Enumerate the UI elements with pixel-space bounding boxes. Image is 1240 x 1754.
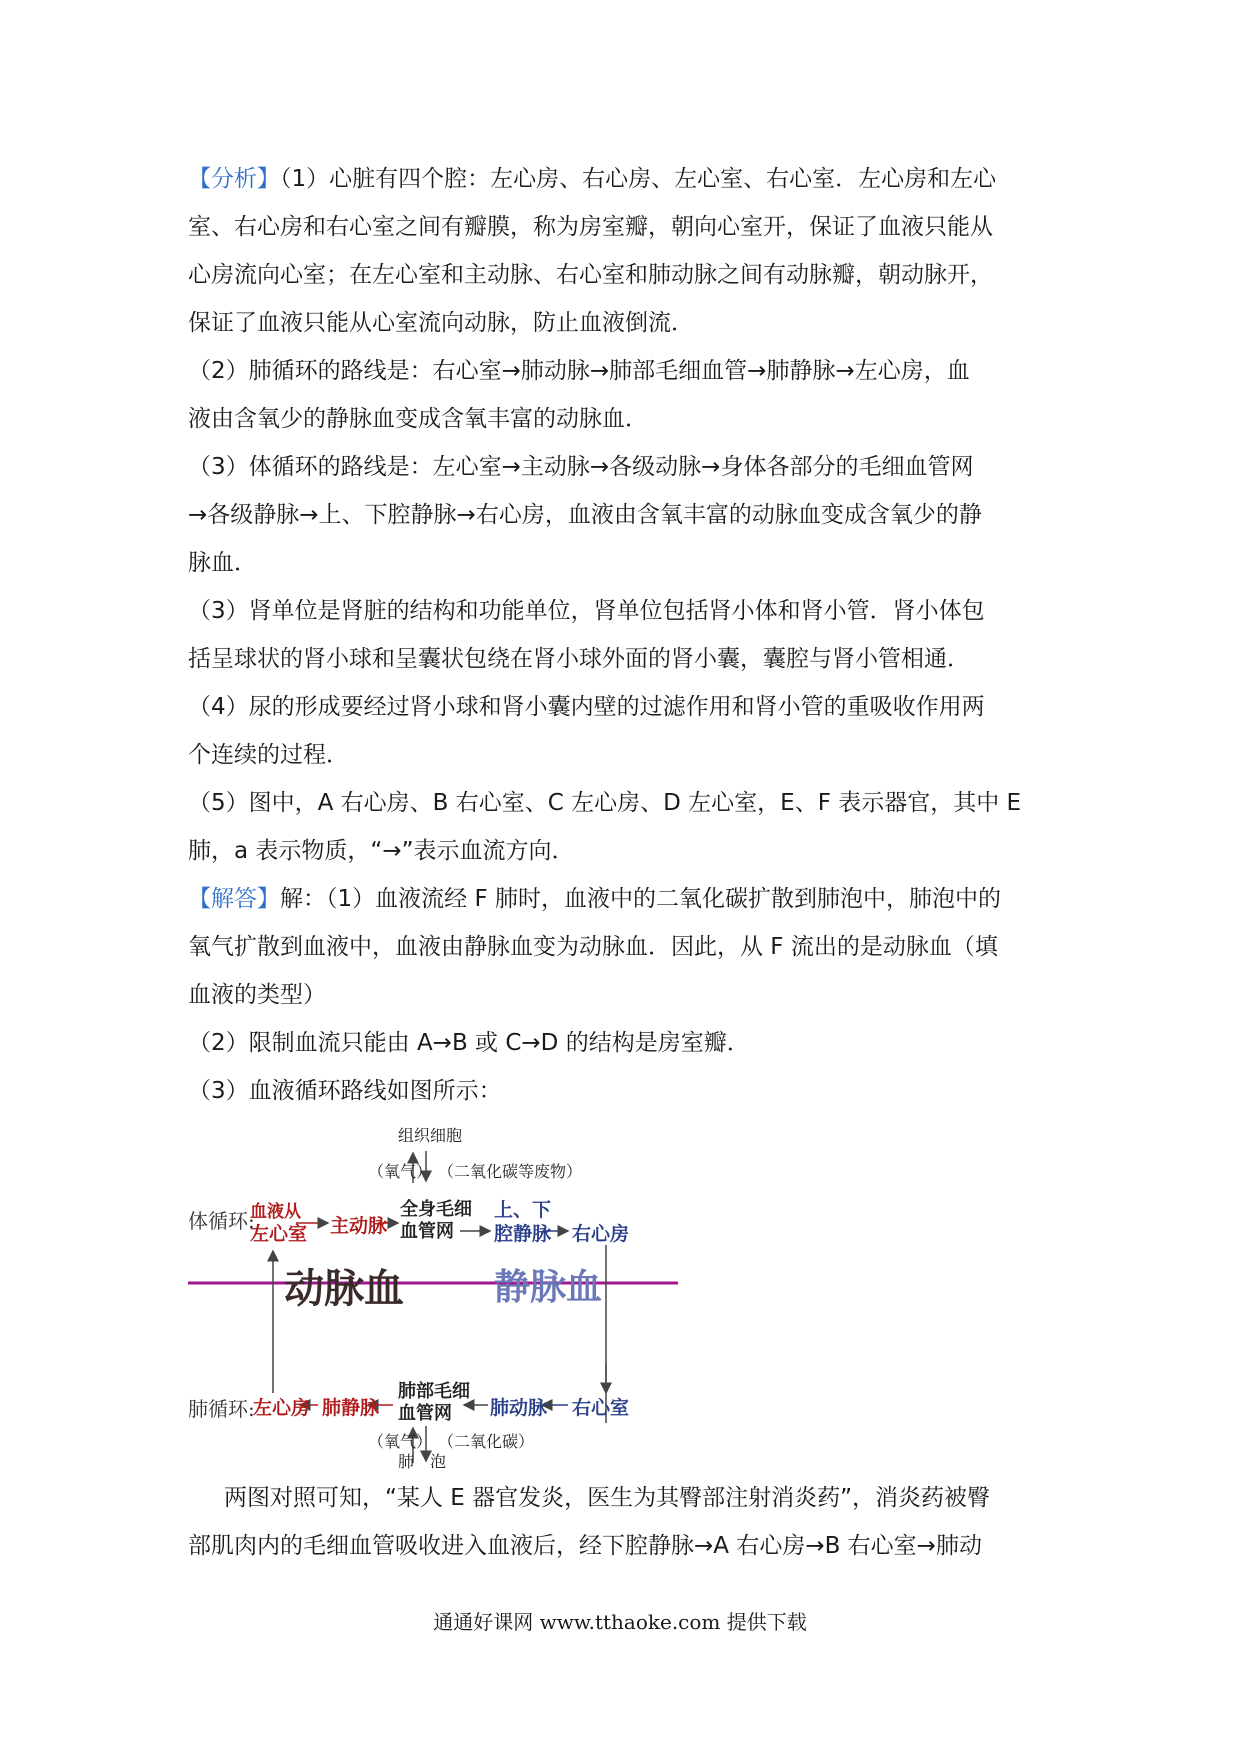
document-body <box>188 155 1058 1570</box>
text-line <box>188 443 1058 491</box>
line-text: （3）肾单位是肾脏的结构和功能单位，肾单位包括肾小体和肾小管．肾小体包 <box>188 598 985 624</box>
co2-bottom-label: （二氧化碳） <box>438 1432 535 1451</box>
line-text: 液由含氧少的静脉血变成含氧丰富的动脉血． <box>188 406 648 432</box>
circulation-diagram <box>188 1123 678 1471</box>
sys-left-ventricle-2: 左心室 <box>250 1223 308 1245</box>
pulmonary-label: 肺循环: <box>188 1397 255 1421</box>
line-text: 括呈球状的肾小球和呈囊状包绕在肾小球外面的肾小囊，囊腔与肾小管相通． <box>188 646 970 672</box>
pulmonary-artery-label: 肺动脉 <box>490 1397 548 1419</box>
line-text: （3）体循环的路线是：左心室→主动脉→各级动脉→身体各部分的毛细血管网 <box>188 454 974 480</box>
line-text: →各级静脉→上、下腔静脉→右心房，血液由含氧丰富的动脉血变成含氧少的静 <box>188 502 982 528</box>
text-line <box>188 779 1058 827</box>
systemic-label: 体循环: <box>188 1209 255 1233</box>
text-line <box>188 1522 1058 1570</box>
text-line <box>188 1019 1058 1067</box>
text-line <box>188 1067 1058 1115</box>
text-line <box>188 299 1058 347</box>
aorta-label: 主动脉 <box>330 1215 388 1237</box>
line-text: （3）血液循环路线如图所示： <box>188 1078 502 1104</box>
right-ventricle-label: 右心室 <box>572 1397 630 1419</box>
text-line <box>188 923 1058 971</box>
line-text: （5）图中，A 右心房、B 右心室、C 左心房、D 左心室，E、F 表示器官，其中 E <box>188 790 1022 816</box>
line-text: 血液的类型） <box>188 982 326 1008</box>
text-line <box>188 875 1058 923</box>
line-text: 解：（1）血液流经 F 肺时，血液中的二氧化碳扩散到肺泡中，肺泡中的 <box>280 886 1001 912</box>
text-line <box>188 731 1058 779</box>
oxygen-top-label: （氧气） <box>368 1162 433 1181</box>
vena-cava-1: 上、下 <box>494 1199 552 1221</box>
line-text: （4）尿的形成要经过肾小球和肾小囊内壁的过滤作用和肾小管的重吸收作用两 <box>188 694 985 720</box>
line-text: 两图对照可知，“某人 E 器官发炎，医生为其臀部注射消炎药”，消炎药被臀 <box>224 1485 990 1511</box>
line-text: 心房流向心室；在左心室和主动脉、右心室和肺动脉之间有动脉瓣，朝动脉开， <box>188 262 993 288</box>
right-atrium-label: 右心房 <box>572 1223 630 1245</box>
text-line <box>188 587 1058 635</box>
text-line <box>188 491 1058 539</box>
text-line <box>188 251 1058 299</box>
line-text: 个连续的过程． <box>188 742 349 768</box>
text-line <box>188 203 1058 251</box>
line-text: 肺，a 表示物质，“→”表示血流方向． <box>188 838 575 864</box>
body-capillary-1: 全身毛细 <box>400 1199 472 1220</box>
body-capillary-2: 血管网 <box>400 1221 454 1242</box>
line-text: （2）肺循环的路线是：右心室→肺动脉→肺部毛细血管→肺静脉→左心房，血 <box>188 358 970 384</box>
co2-waste-label: （二氧化碳等废物） <box>438 1162 583 1181</box>
lung-capillary-2: 血管网 <box>398 1403 452 1424</box>
conclusion-lines <box>188 1474 1058 1570</box>
line-text: 保证了血液只能从心室流向动脉，防止血液倒流． <box>188 310 694 336</box>
line-text: 室、右心房和右心室之间有瓣膜，称为房室瓣，朝向心室开，保证了血液只能从 <box>188 214 993 240</box>
line-text: 脉血． <box>188 550 257 576</box>
line-text: 部肌肉内的毛细血管吸收进入血液后，经下腔静脉→A 右心房→B 右心室→肺动 <box>188 1533 982 1559</box>
pulmonary-vein-label: 肺静脉 <box>322 1397 380 1419</box>
footer-credit: 通通好课网 www.tthaoke.com 提供下载 <box>433 1610 807 1634</box>
text-line <box>188 347 1058 395</box>
venous-blood-label: 静脉血 <box>494 1266 603 1308</box>
line-text: 氧气扩散到血液中，血液由静脉血变为动脉血．因此，从 F 流出的是动脉血（填 <box>188 934 998 960</box>
section-tag: 【解答】 <box>188 886 280 912</box>
arterial-blood-label: 动脉血 <box>284 1265 404 1312</box>
text-line <box>188 827 1058 875</box>
text-line <box>188 539 1058 587</box>
lung-capillary-1: 肺部毛细 <box>398 1381 470 1402</box>
tissue-cells-label: 组织细胞 <box>398 1126 463 1145</box>
text-line <box>188 635 1058 683</box>
text-line <box>188 1474 1058 1522</box>
analysis-lines <box>188 155 1058 1115</box>
alveoli-label: 肺 泡 <box>398 1452 447 1471</box>
text-line <box>188 155 1058 203</box>
section-tag: 【分析】 <box>188 166 280 192</box>
text-line <box>188 395 1058 443</box>
text-line <box>188 971 1058 1019</box>
text-line <box>188 683 1058 731</box>
line-text: （1）心脏有四个腔：左心房、右心房、左心室、右心室．左心房和左心 <box>280 166 997 192</box>
line-text: （2）限制血流只能由 A→B 或 C→D 的结构是房室瓣． <box>188 1030 750 1056</box>
oxygen-bottom-label: （氧气） <box>368 1432 433 1451</box>
vena-cava-2: 腔静脉 <box>494 1223 552 1245</box>
sys-left-ventricle-1: 血液从 <box>250 1202 301 1222</box>
left-atrium-label: 左心房 <box>253 1397 311 1419</box>
